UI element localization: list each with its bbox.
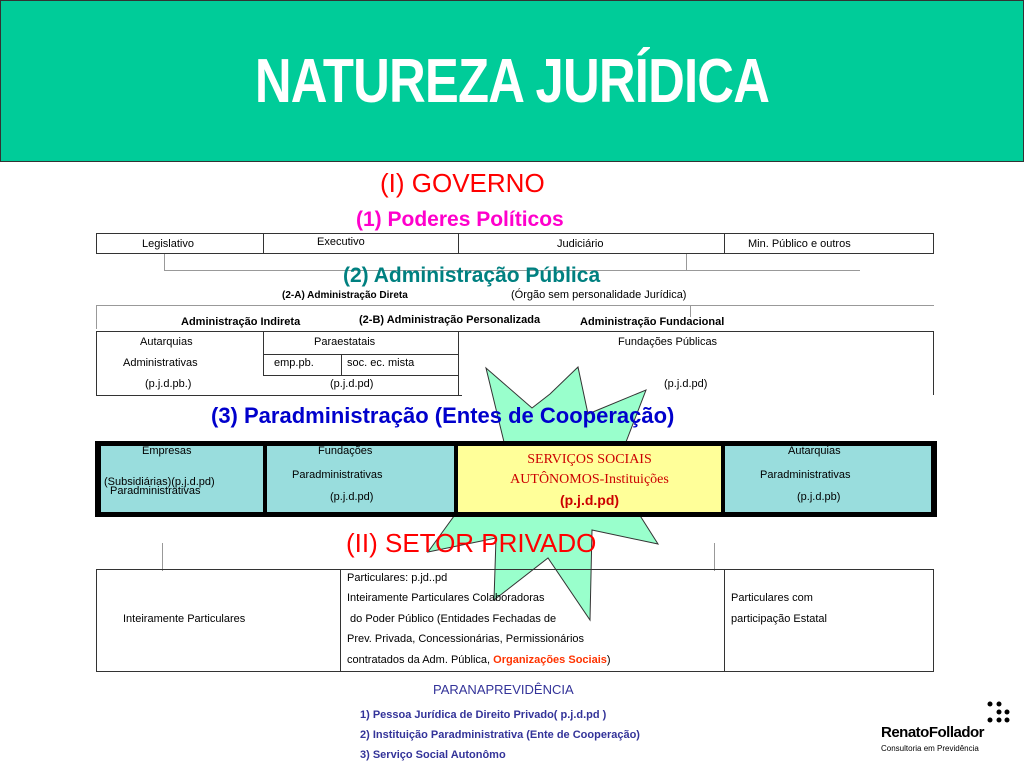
- participacao-estatal-label: participação Estatal: [731, 613, 827, 625]
- administrativas-label: Administrativas: [123, 357, 198, 369]
- divider: [96, 569, 97, 672]
- divider: [96, 395, 462, 396]
- organizacoes-sociais-highlight: Organizações Sociais: [493, 654, 607, 666]
- divider: [96, 331, 934, 332]
- paranaprev-item: 3) Serviço Social Autonômo: [360, 749, 506, 761]
- divider: [933, 233, 934, 254]
- fundacoes-publicas-label: Fundações Públicas: [618, 336, 718, 348]
- pjdpb-label: (p.j.d.pb): [797, 491, 841, 503]
- governo-heading: (I) GOVERNO: [380, 168, 545, 198]
- logo-name: [881, 724, 984, 741]
- connector: [96, 305, 97, 329]
- servicos-sociais-line3: (p.j.d.pd): [559, 492, 620, 508]
- colaboradoras-line2: do Poder Público (Entidades Fechadas de: [347, 613, 557, 625]
- divider: [96, 233, 934, 234]
- divider: [263, 233, 264, 254]
- connector: [96, 305, 934, 306]
- poder-legislativo: Legislativo: [142, 238, 194, 250]
- admin-publica-heading: (2) Administração Pública: [343, 264, 601, 287]
- page-title: NATUREZA JURÍDICA: [254, 47, 770, 116]
- orgao-note: (Órgão sem personalidade Jurídica): [511, 289, 687, 301]
- divider: [96, 233, 97, 254]
- pjdpd-label: (p.j.d.pd): [664, 378, 708, 390]
- divider: [340, 569, 341, 672]
- fundacoes-label: Fundações: [318, 445, 373, 457]
- admin-personalizada-label: (2-B) Administração Personalizada: [359, 314, 541, 326]
- paradministrativas-label: Paradministrativas: [110, 485, 201, 497]
- logo-name-b: Follador: [928, 724, 985, 741]
- divider: [96, 331, 97, 395]
- poder-min-publico: Min. Público e outros: [748, 238, 851, 250]
- soc-ec-mista-label: soc. ec. mista: [347, 357, 415, 369]
- connector: [686, 254, 687, 270]
- paradministrativas-label: Paradministrativas: [760, 469, 851, 481]
- poder-judiciario: Judiciário: [557, 238, 604, 250]
- admin-indireta-label: Administração Indireta: [181, 316, 301, 328]
- servicos-sociais-line2: AUTÔNOMOS-Instituições: [510, 472, 669, 487]
- divider: [458, 331, 459, 395]
- paradministrativas-label: Paradministrativas: [292, 469, 383, 481]
- divider: [933, 331, 934, 395]
- divider: [263, 354, 458, 355]
- connector: [162, 543, 163, 571]
- paraestatais-label: Paraestatais: [314, 336, 376, 348]
- autarquias-label: Autarquias: [788, 445, 841, 457]
- paranaprev-item: 1) Pessoa Jurídica de Direito Privado( p.j.d.pd ): [360, 709, 607, 721]
- divider: [263, 331, 264, 375]
- particulares-pjdpd-label: Particulares: p.jd..pd: [347, 572, 448, 584]
- empresas-label: Empresas: [142, 445, 192, 457]
- divider: [341, 354, 342, 375]
- poderes-heading: (1) Poderes Políticos: [356, 208, 564, 231]
- colaboradoras-line3: Prev. Privada, Concessionárias, Permissionários: [347, 633, 584, 645]
- poder-executivo: Executivo: [317, 236, 365, 248]
- paradministracao-heading: (3) Paradministração (Entes de Cooperação): [211, 403, 675, 428]
- connector: [164, 254, 165, 270]
- setor-privado-heading: (II) SETOR PRIVADO: [346, 528, 597, 558]
- logo-dots-icon: [986, 700, 1012, 724]
- connector: [714, 543, 715, 571]
- divider: [933, 569, 934, 672]
- admin-direta-label: (2-A) Administração Direta: [282, 290, 408, 301]
- divider: [263, 375, 458, 376]
- pjdpd-label: (p.j.d.pd): [330, 378, 374, 390]
- pjdpd-label: (p.j.d.pd): [330, 491, 374, 503]
- divider: [724, 233, 725, 254]
- paranaprev-heading: PARANAPREVIDÊNCIA: [433, 682, 574, 697]
- pjdpb-label: (p.j.d.pb.): [145, 378, 192, 390]
- paranaprev-item: 2) Instituição Paradministrativa (Ente de Cooperação): [360, 729, 640, 741]
- autarquias-label: Autarquias: [140, 336, 193, 348]
- servicos-sociais-line1: SERVIÇOS SOCIAIS: [527, 452, 652, 467]
- emp-pb-label: emp.pb.: [274, 357, 314, 369]
- colaboradoras-line1: Inteiramente Particulares Colaboradoras: [347, 592, 545, 604]
- inteiramente-particulares-label: Inteiramente Particulares: [123, 613, 246, 625]
- admin-fundacional-label: Administração Fundacional: [580, 316, 725, 328]
- divider: [458, 233, 459, 254]
- divider: [96, 671, 934, 672]
- divider: [724, 569, 725, 672]
- subsidiarias-label: (Subsidiárias)(p.j.d.pd): [104, 476, 215, 488]
- colaboradoras-line4-text: contratados da Adm. Pública,: [347, 654, 494, 666]
- logo-subtitle: Consultoria em Previdência: [881, 744, 979, 753]
- divider: [96, 569, 934, 570]
- colaboradoras-line4: [347, 654, 611, 666]
- logo-name-a: Renato: [881, 724, 929, 741]
- particulares-com-label: Particulares com: [731, 592, 813, 604]
- closing-paren: ): [606, 654, 611, 666]
- divider: [96, 253, 934, 254]
